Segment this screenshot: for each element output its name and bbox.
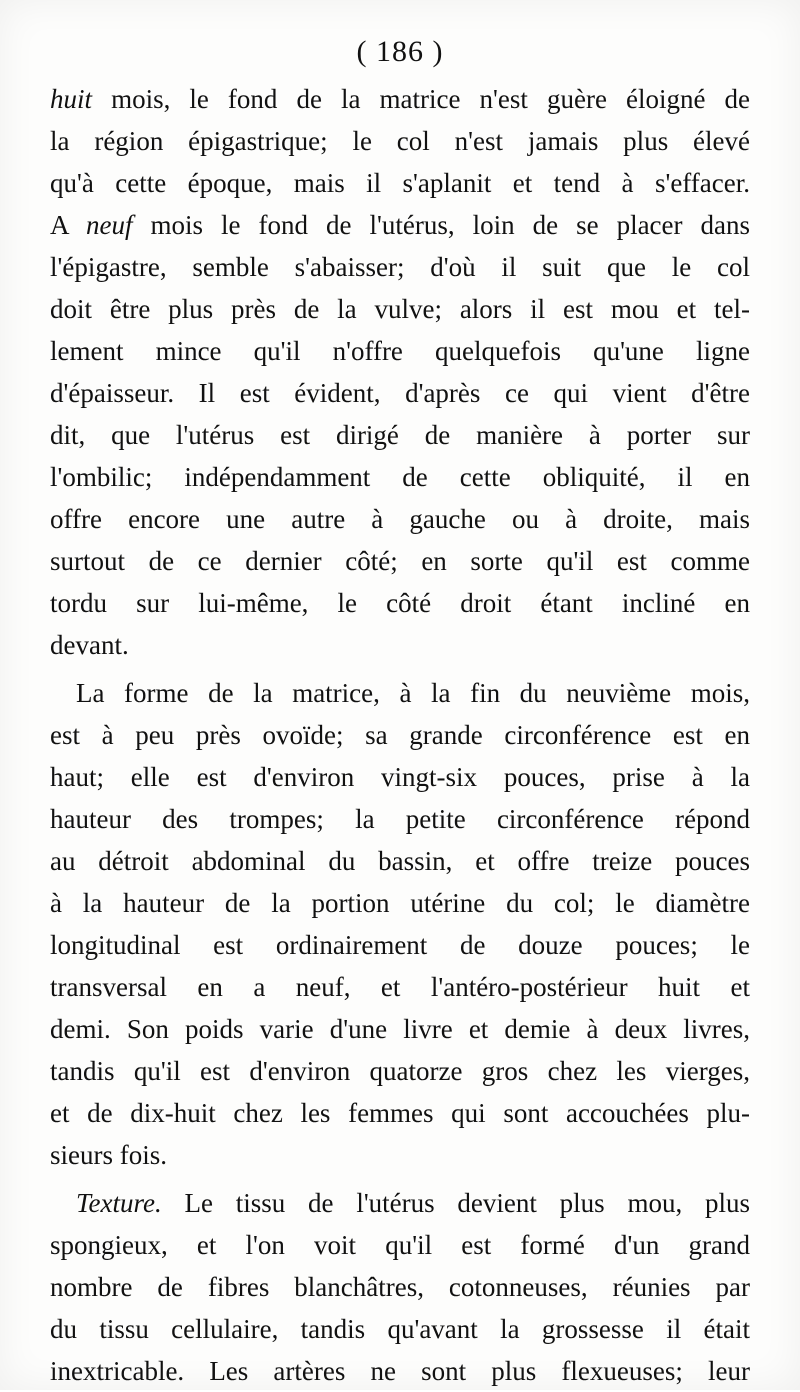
text-line bbox=[50, 714, 750, 756]
text-segment: est à peu près ovoïde; sa grande circonférence est en bbox=[50, 720, 750, 750]
italic-word: neuf bbox=[86, 210, 133, 240]
text-line bbox=[50, 120, 750, 162]
body-text bbox=[50, 78, 750, 1392]
text-line bbox=[50, 1308, 750, 1350]
text-line bbox=[50, 1224, 750, 1266]
text-line bbox=[50, 540, 750, 582]
text-segment: surtout de ce dernier côté; en sorte qu'il est comme bbox=[50, 546, 750, 576]
text-segment: d'épaisseur. Il est évident, d'après ce qui vient d'être bbox=[50, 378, 750, 408]
text-segment: demi. Son poids varie d'une livre et demie à deux livres, bbox=[50, 1014, 750, 1044]
text-line bbox=[50, 1350, 750, 1392]
text-segment: doit être plus près de la vulve; alors il est mou et tel- bbox=[50, 294, 750, 324]
text-line bbox=[50, 288, 750, 330]
text-line bbox=[50, 624, 750, 666]
page-number: ( 186 ) bbox=[356, 35, 444, 68]
text-segment: transversal en a neuf, et l'antéro-postérieur huit et bbox=[50, 972, 750, 1002]
text-segment: hauteur des trompes; la petite circonférence répond bbox=[50, 804, 750, 834]
text-line bbox=[50, 1134, 750, 1176]
text-line bbox=[50, 840, 750, 882]
text-line bbox=[50, 672, 750, 714]
text-line bbox=[50, 246, 750, 288]
text-segment: l'épigastre, semble s'abaisser; d'où il suit que le col bbox=[50, 252, 750, 282]
text-line bbox=[50, 204, 750, 246]
text-line bbox=[50, 1182, 750, 1224]
italic-word: Texture. bbox=[76, 1188, 162, 1218]
text-segment: devant. bbox=[50, 630, 129, 660]
text-segment: mois, le fond de la matrice n'est guère éloigné de bbox=[92, 84, 750, 114]
text-segment: offre encore une autre à gauche ou à droite, mais bbox=[50, 504, 750, 534]
text-segment: sieurs fois. bbox=[50, 1140, 167, 1170]
text-line bbox=[50, 966, 750, 1008]
text-segment: lement mince qu'il n'offre quelquefois qu'une ligne bbox=[50, 336, 750, 366]
text-segment: au détroit abdominal du bassin, et offre treize pouces bbox=[50, 846, 750, 876]
text-segment: la région épigastrique; le col n'est jamais plus élevé bbox=[50, 126, 750, 156]
text-line bbox=[50, 1092, 750, 1134]
text-segment: qu'à cette époque, mais il s'aplanit et tend à s'effacer. bbox=[50, 168, 750, 198]
text-line bbox=[50, 582, 750, 624]
text-segment: à la hauteur de la portion utérine du col; le diamètre bbox=[50, 888, 750, 918]
text-segment: tordu sur lui-même, le côté droit étant incliné en bbox=[50, 588, 750, 618]
text-line bbox=[50, 498, 750, 540]
text-segment: dit, que l'utérus est dirigé de manière à porter sur bbox=[50, 420, 750, 450]
text-line bbox=[50, 78, 750, 120]
text-segment: inextricable. Les artères ne sont plus flexueuses; leur bbox=[50, 1356, 750, 1386]
italic-word: huit bbox=[50, 84, 93, 114]
text-segment: mois le fond de l'utérus, loin de se placer dans bbox=[132, 210, 750, 240]
text-line bbox=[50, 414, 750, 456]
text-segment: spongieux, et l'on voit qu'il est formé d'un grand bbox=[50, 1230, 750, 1260]
text-line bbox=[50, 924, 750, 966]
text-segment: longitudinal est ordinairement de douze pouces; le bbox=[50, 930, 750, 960]
text-line bbox=[50, 162, 750, 204]
text-line bbox=[50, 1050, 750, 1092]
text-segment: nombre de fibres blanchâtres, cotonneuses, réunies par bbox=[50, 1272, 750, 1302]
text-segment: du tissu cellulaire, tandis qu'avant la grossesse il était bbox=[50, 1314, 750, 1344]
text-line bbox=[50, 798, 750, 840]
text-segment: La forme de la matrice, à la fin du neuvième mois, bbox=[76, 678, 750, 708]
text-segment: tandis qu'il est d'environ quatorze gros chez les vierges, bbox=[50, 1056, 750, 1086]
text-line bbox=[50, 372, 750, 414]
text-line bbox=[50, 1266, 750, 1308]
text-segment: l'ombilic; indépendamment de cette obliquité, il en bbox=[50, 462, 750, 492]
text-segment: et de dix-huit chez les femmes qui sont accouchées plu- bbox=[50, 1098, 750, 1128]
text-line bbox=[50, 456, 750, 498]
text-segment: A bbox=[50, 210, 87, 240]
text-line bbox=[50, 330, 750, 372]
text-line bbox=[50, 1008, 750, 1050]
text-segment: haut; elle est d'environ vingt-six pouces, prise à la bbox=[50, 762, 750, 792]
text-line bbox=[50, 882, 750, 924]
text-line bbox=[50, 756, 750, 798]
text-segment: Le tissu de l'utérus devient plus mou, plus bbox=[161, 1188, 750, 1218]
